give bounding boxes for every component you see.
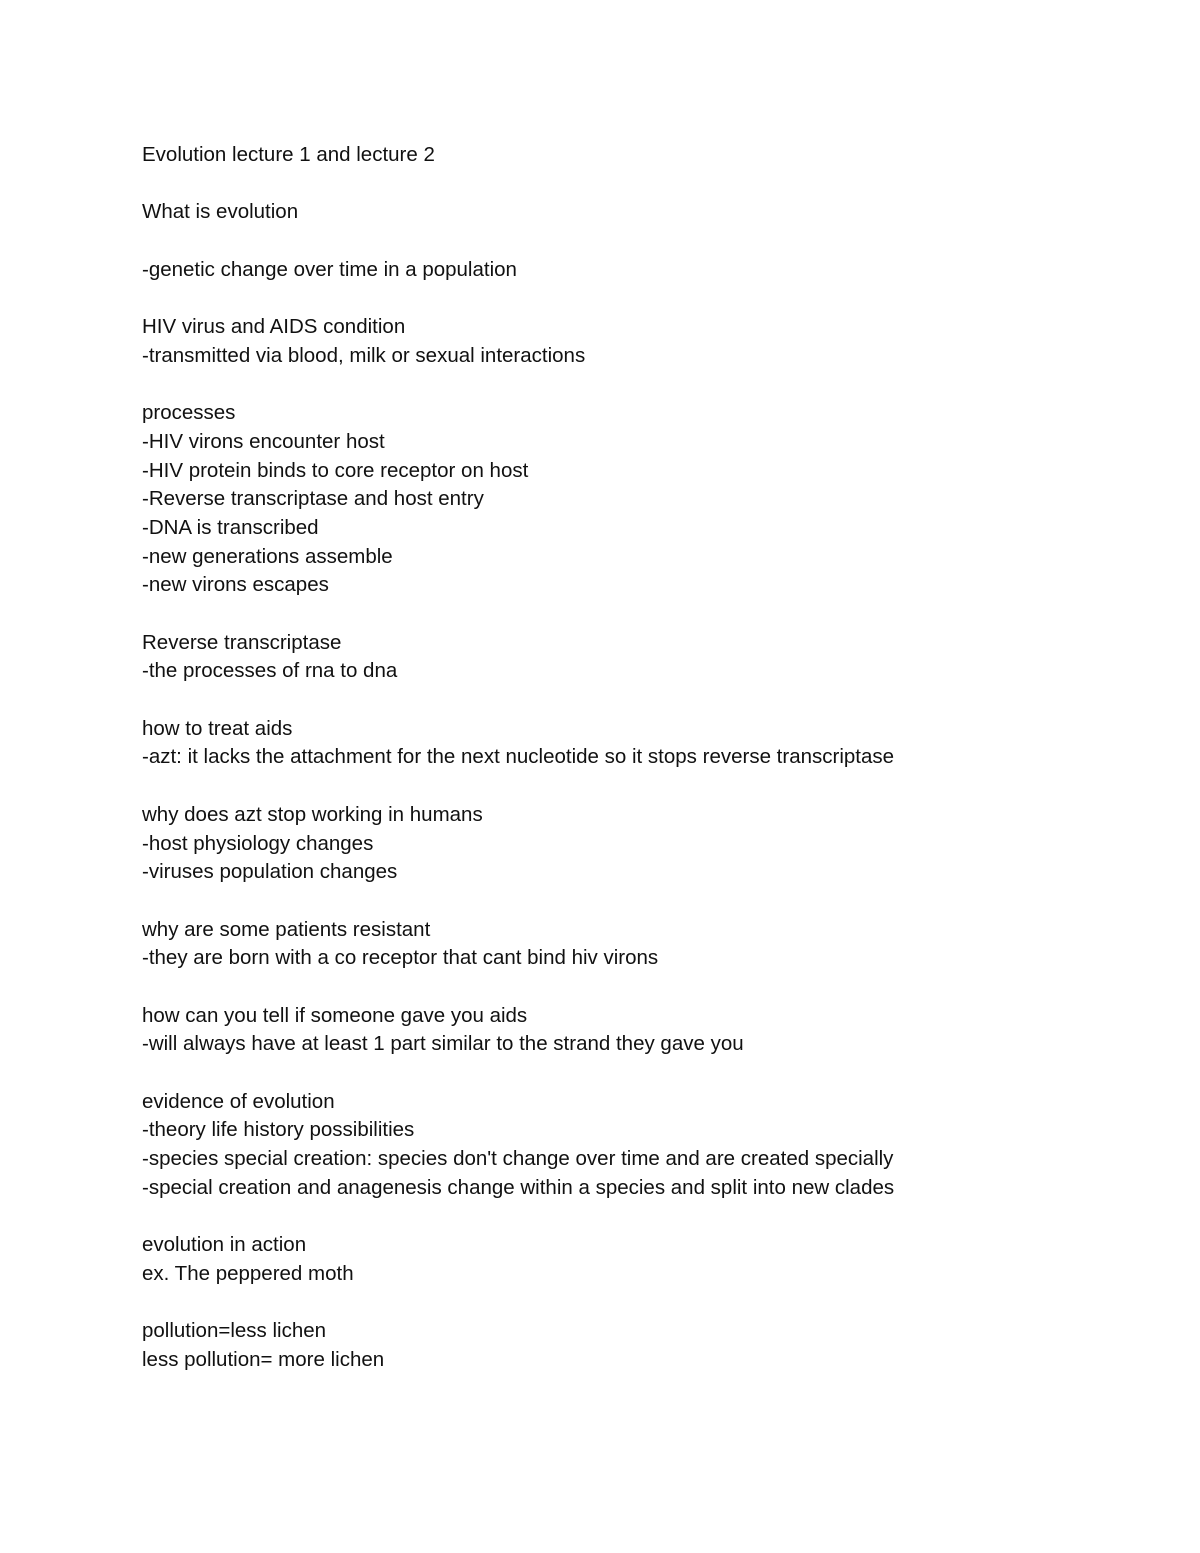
note-bullet-line: -new generations assemble: [142, 544, 393, 568]
note-bullet-line: -HIV protein binds to core receptor on host: [142, 458, 529, 482]
blank-line: [142, 772, 1142, 801]
note-bullet-line: -new virons escapes: [142, 573, 329, 597]
note-bullet-line: -DNA is transcribed: [142, 515, 319, 539]
note-bullet-line: -HIV virons encounter host: [142, 429, 385, 453]
blank-line: [142, 170, 1142, 199]
note-bullet-line: -species special creation: species don't change over time and are created specially: [142, 1147, 894, 1171]
note-bullet-line: -genetic change over time in a population: [142, 257, 517, 281]
note-bullet-line: -transmitted via blood, milk or sexual interactions: [142, 343, 586, 367]
blank-line: [142, 1059, 1142, 1088]
note-bullet-line: -special creation and anagenesis change within a species and split into new clades: [142, 1175, 895, 1199]
note-heading-line: how can you tell if someone gave you aids: [142, 1003, 528, 1027]
note-bullet-line: -host physiology changes: [142, 831, 374, 855]
note-heading-line: Reverse transcriptase: [142, 630, 342, 654]
lecture-notes: [142, 141, 1142, 1375]
blank-line: [142, 284, 1142, 313]
blank-line: [142, 686, 1142, 715]
note-heading-line: processes: [142, 401, 236, 425]
blank-line: [142, 600, 1142, 629]
note-bullet-line: -the processes of rna to dna: [142, 659, 398, 683]
note-bullet-line: -will always have at least 1 part similar to the strand they gave you: [142, 1032, 744, 1056]
blank-line: [142, 371, 1142, 400]
note-heading-line: What is evolution: [142, 200, 299, 224]
blank-line: [142, 227, 1142, 256]
note-bullet-line: -theory life history possibilities: [142, 1118, 415, 1142]
note-heading-line: ex. The peppered moth: [142, 1261, 354, 1285]
note-heading-line: less pollution= more lichen: [142, 1347, 385, 1371]
blank-line: [142, 1202, 1142, 1231]
note-heading-line: how to treat aids: [142, 716, 293, 740]
note-heading-line: why are some patients resistant: [142, 917, 431, 941]
note-bullet-line: -they are born with a co receptor that cant bind hiv virons: [142, 946, 659, 970]
note-heading-line: Evolution lecture 1 and lecture 2: [142, 143, 435, 166]
note-heading-line: HIV virus and AIDS condition: [142, 315, 406, 339]
note-heading-line: pollution=less lichen: [142, 1319, 327, 1343]
blank-line: [142, 973, 1142, 1002]
blank-line: [142, 887, 1142, 916]
note-bullet-line: -Reverse transcriptase and host entry: [142, 487, 484, 511]
note-bullet-line: -azt: it lacks the attachment for the next nucleotide so it stops reverse transcriptase: [142, 745, 895, 769]
note-heading-line: evolution in action: [142, 1233, 307, 1257]
note-bullet-line: -viruses population changes: [142, 860, 398, 884]
blank-line: [142, 1289, 1142, 1318]
note-heading-line: why does azt stop working in humans: [142, 802, 483, 826]
note-heading-line: evidence of evolution: [142, 1089, 335, 1113]
